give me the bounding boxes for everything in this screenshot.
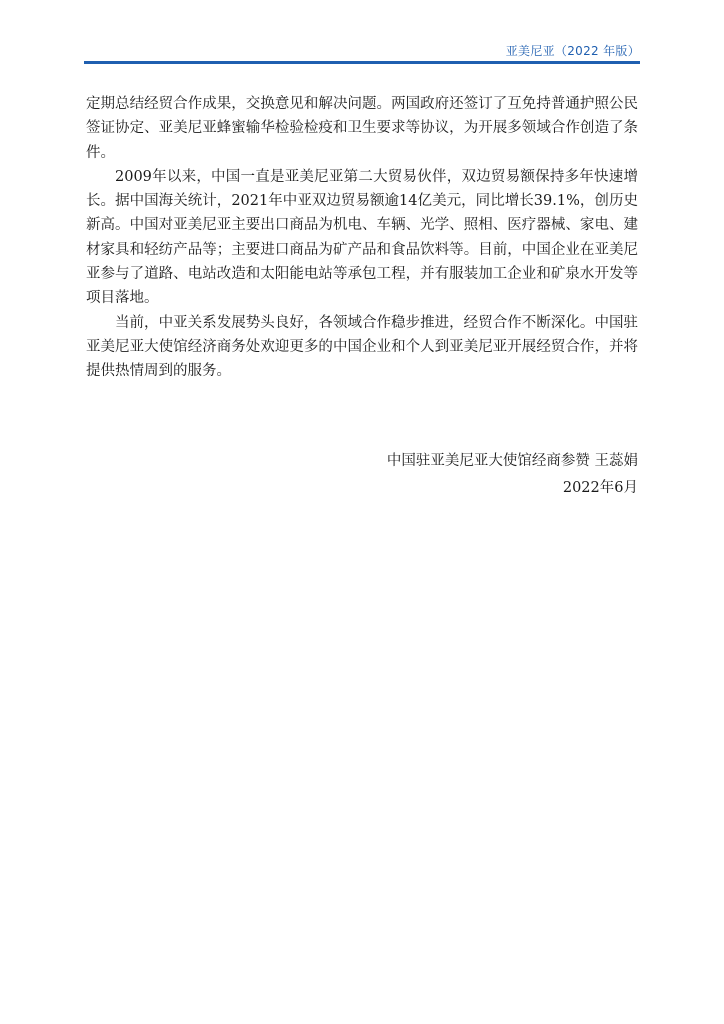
paragraph-outlook: 当前，中亚关系发展势头良好，各领域合作稳步推进，经贸合作不断深化。中国驻亚美尼亚大使馆经济商务处欢迎更多的中国企业和个人到亚美尼亚开展经贸合作，并将提供热情周到的服务。 [86,314,638,380]
document-body [86,92,638,384]
paragraph-continuation: 定期总结经贸合作成果，交换意见和解决问题。两国政府还签订了互免持普通护照公民签证协定、亚美尼亚蜂蜜输华检验检疫和卫生要求等协议，为开展多领域合作创造了条件。 [86,96,638,161]
signature-date: 2022年6月 [562,480,638,496]
signature-block [387,448,638,502]
signature-author: 中国驻亚美尼亚大使馆经商参赞 王蕊娟 [386,453,638,469]
header-title: 亚美尼亚（2022 年版） [505,44,640,58]
page-header [84,38,640,68]
header-divider [84,61,640,64]
paragraph-trade: 2009年以来，中国一直是亚美尼亚第二大贸易伙伴，双边贸易额保持多年快速增长。据中国海关统计，2021年中亚双边贸易额逾14亿美元，同比增长39.1%，创历史新高。中国对亚美尼亚主要出口商品为机电、车辆、光学、照相、医疗器械、家电、建材家具和轻纺产品等；主要进口商品为矿产品和食品饮料等。目前，中国企业在亚美尼亚参与了道路、电站改造和太阳能电站等承包工程，并有服装加工企业和矿泉水开发等项目落地。 [86,168,638,307]
